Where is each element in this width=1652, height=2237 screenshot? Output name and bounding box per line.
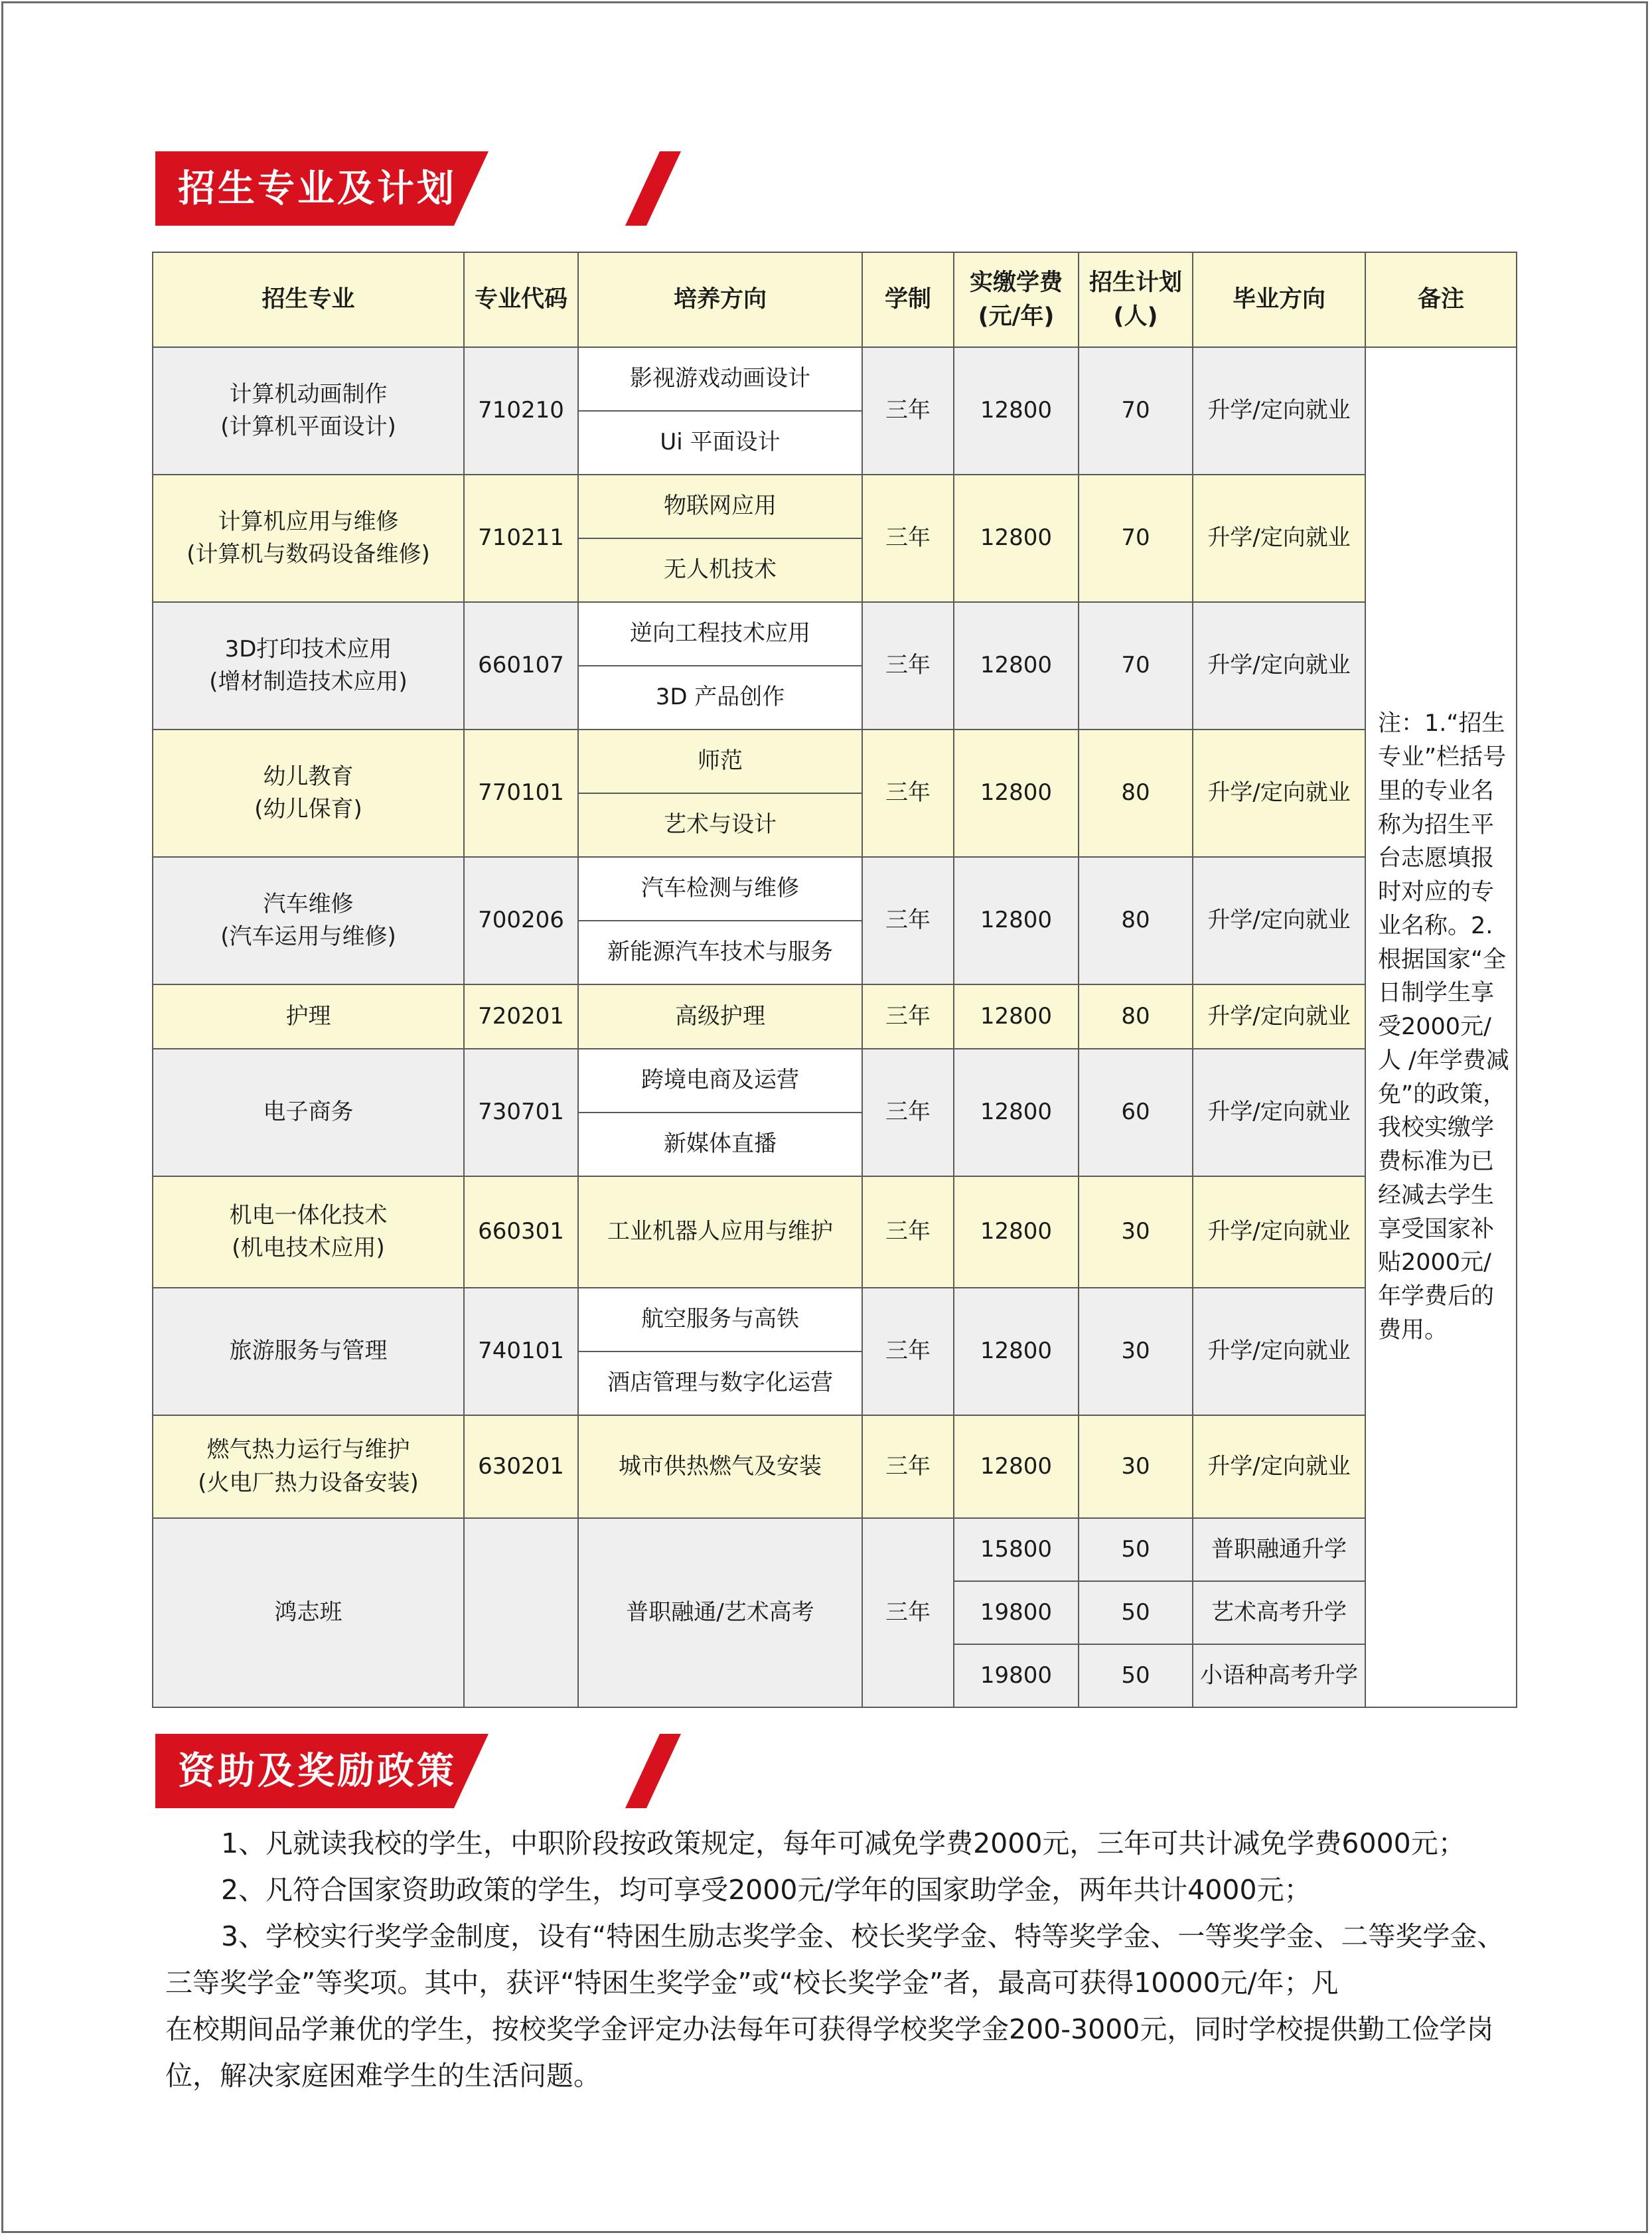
- direction-cell: 艺术与设计: [578, 793, 862, 857]
- section-title: 招生专业及计划: [178, 167, 457, 210]
- header-plan: 招生计划 (人): [1079, 252, 1193, 347]
- fee-cell: 12800: [954, 347, 1079, 475]
- remarks-note: 注：1.“招生专业”栏括号里的专业名称为招生平台志愿填报时对应的专业名称。2.根据国家“全日制学生享受2000元/人 /年学费减免”的政策，我校实缴学费标准为已经减去学生享受国家补贴2000元/年学费后的费用。: [1365, 347, 1517, 1707]
- duration-cell: 三年: [862, 475, 954, 602]
- direction-cell: 工业机器人应用与维护: [578, 1176, 862, 1288]
- plan-cell: 60: [1079, 1049, 1193, 1176]
- fee-cell: 12800: [954, 1049, 1079, 1176]
- fee-cell: 12800: [954, 984, 1079, 1049]
- duration-cell: 三年: [862, 1518, 954, 1707]
- direction-cell: 跨境电商及运营: [578, 1049, 862, 1113]
- fee-cell: 12800: [954, 730, 1079, 857]
- header-major: 招生专业: [153, 252, 464, 347]
- major-cell: 电子商务: [153, 1049, 464, 1176]
- policy-text: [165, 1820, 1519, 2099]
- table-row: [153, 857, 1517, 921]
- table-row: [153, 347, 1517, 411]
- plan-cell: 30: [1079, 1176, 1193, 1288]
- duration-cell: 三年: [862, 1176, 954, 1288]
- graduation-cell: 升学/定向就业: [1193, 1288, 1365, 1415]
- table-row: [153, 1049, 1517, 1113]
- fee-cell: 12800: [954, 1288, 1079, 1415]
- direction-cell: 新能源汽车技术与服务: [578, 921, 862, 984]
- plan-cell: 30: [1079, 1415, 1193, 1518]
- fee-cell: 19800: [954, 1581, 1079, 1644]
- fee-cell: 12800: [954, 857, 1079, 984]
- table-row: [153, 1518, 1517, 1581]
- direction-cell: 新媒体直播: [578, 1113, 862, 1176]
- table-row: [153, 475, 1517, 538]
- code-cell: 660301: [464, 1176, 578, 1288]
- graduation-cell: 升学/定向就业: [1193, 1415, 1365, 1518]
- section-title: 资助及奖励政策: [178, 1749, 457, 1793]
- fee-cell: 12800: [954, 1415, 1079, 1518]
- header-graduation: 毕业方向: [1193, 252, 1365, 347]
- major-cell: 旅游服务与管理: [153, 1288, 464, 1415]
- major-cell: 汽车维修 (汽车运用与维修): [153, 857, 464, 984]
- graduation-cell: 升学/定向就业: [1193, 1049, 1365, 1176]
- major-cell: 鸿志班: [153, 1518, 464, 1707]
- direction-cell: 师范: [578, 730, 862, 793]
- policy-item-3: 3、学校实行奖学金制度，设有“特困生励志奖学金、校长奖学金、特等奖学金、一等奖学金、二等奖学金、三等奖学金”等奖项。其中，获评“特困生奖学金”或“校长奖学金”者，最高可获得10000元/年；凡: [165, 1920, 1505, 1999]
- table-row: [153, 602, 1517, 666]
- policy-item-1: 1、凡就读我校的学生，中职阶段按政策规定，每年可减免学费2000元，三年可共计减免学费6000元；: [221, 1827, 1465, 1859]
- code-cell: 730701: [464, 1049, 578, 1176]
- direction-cell: 3D 产品创作: [578, 666, 862, 730]
- code-cell: 740101: [464, 1288, 578, 1415]
- graduation-cell: 升学/定向就业: [1193, 857, 1365, 984]
- code-cell: 630201: [464, 1415, 578, 1518]
- fee-cell: 15800: [954, 1518, 1079, 1581]
- code-cell: 770101: [464, 730, 578, 857]
- enrollment-table: [152, 252, 1517, 1708]
- direction-cell: 逆向工程技术应用: [578, 602, 862, 666]
- code-cell: [464, 1518, 578, 1707]
- code-cell: 710210: [464, 347, 578, 475]
- graduation-cell: 艺术高考升学: [1193, 1581, 1365, 1644]
- major-cell: 3D打印技术应用 (增材制造技术应用): [153, 602, 464, 730]
- plan-cell: 30: [1079, 1288, 1193, 1415]
- header-code: 专业代码: [464, 252, 578, 347]
- major-cell: 机电一体化技术 (机电技术应用): [153, 1176, 464, 1288]
- graduation-cell: 升学/定向就业: [1193, 984, 1365, 1049]
- graduation-cell: 升学/定向就业: [1193, 475, 1365, 602]
- graduation-cell: 普职融通升学: [1193, 1518, 1365, 1581]
- major-cell: 护理: [153, 984, 464, 1049]
- table-row: [153, 984, 1517, 1049]
- policy-item-3-continued: 在校期间品学兼优的学生，按校奖学金评定办法每年可获得学校奖学金200-3000元，同时学校提供勤工俭学岗位，解决家庭困难学生的生活问题。: [165, 2013, 1494, 2092]
- plan-cell: 80: [1079, 857, 1193, 984]
- table-row: [153, 730, 1517, 793]
- table-row: [153, 1176, 1517, 1288]
- header-remarks: 备注: [1365, 252, 1517, 347]
- graduation-cell: 升学/定向就业: [1193, 347, 1365, 475]
- duration-cell: 三年: [862, 857, 954, 984]
- duration-cell: 三年: [862, 1288, 954, 1415]
- major-cell: 幼儿教育 (幼儿保育): [153, 730, 464, 857]
- direction-cell: 城市供热燃气及安装: [578, 1415, 862, 1518]
- direction-cell: Ui 平面设计: [578, 411, 862, 475]
- table-row: [153, 1415, 1517, 1518]
- duration-cell: 三年: [862, 1415, 954, 1518]
- plan-cell: 80: [1079, 730, 1193, 857]
- major-cell: 计算机动画制作 (计算机平面设计): [153, 347, 464, 475]
- major-cell: 计算机应用与维修 (计算机与数码设备维修): [153, 475, 464, 602]
- direction-cell: 无人机技术: [578, 538, 862, 602]
- direction-cell: 酒店管理与数字化运营: [578, 1351, 862, 1415]
- code-cell: 720201: [464, 984, 578, 1049]
- plan-cell: 70: [1079, 475, 1193, 602]
- table-row: [153, 1288, 1517, 1351]
- code-cell: 660107: [464, 602, 578, 730]
- major-cell: 燃气热力运行与维护 (火电厂热力设备安装): [153, 1415, 464, 1518]
- direction-cell: 影视游戏动画设计: [578, 347, 862, 411]
- fee-cell: 12800: [954, 602, 1079, 730]
- duration-cell: 三年: [862, 1049, 954, 1176]
- policy-item-2: 2、凡符合国家资助政策的学生，均可享受2000元/学年的国家助学金，两年共计4000元；: [221, 1874, 1312, 1906]
- plan-cell: 50: [1079, 1581, 1193, 1644]
- code-cell: 700206: [464, 857, 578, 984]
- header-fee: 实缴学费 (元/年): [954, 252, 1079, 347]
- direction-cell: 航空服务与高铁: [578, 1288, 862, 1351]
- fee-cell: 12800: [954, 475, 1079, 602]
- duration-cell: 三年: [862, 730, 954, 857]
- plan-cell: 50: [1079, 1644, 1193, 1707]
- duration-cell: 三年: [862, 984, 954, 1049]
- plan-cell: 50: [1079, 1518, 1193, 1581]
- graduation-cell: 升学/定向就业: [1193, 602, 1365, 730]
- plan-cell: 70: [1079, 602, 1193, 730]
- header-direction: 培养方向: [578, 252, 862, 347]
- plan-cell: 80: [1079, 984, 1193, 1049]
- graduation-cell: 升学/定向就业: [1193, 1176, 1365, 1288]
- fee-cell: 19800: [954, 1644, 1079, 1707]
- fee-cell: 12800: [954, 1176, 1079, 1288]
- direction-cell: 汽车检测与维修: [578, 857, 862, 921]
- graduation-cell: 小语种高考升学: [1193, 1644, 1365, 1707]
- direction-cell: 高级护理: [578, 984, 862, 1049]
- plan-cell: 70: [1079, 347, 1193, 475]
- direction-cell: 普职融通/艺术高考: [578, 1518, 862, 1707]
- graduation-cell: 升学/定向就业: [1193, 730, 1365, 857]
- code-cell: 710211: [464, 475, 578, 602]
- duration-cell: 三年: [862, 347, 954, 475]
- header-duration: 学制: [862, 252, 954, 347]
- direction-cell: 物联网应用: [578, 475, 862, 538]
- duration-cell: 三年: [862, 602, 954, 730]
